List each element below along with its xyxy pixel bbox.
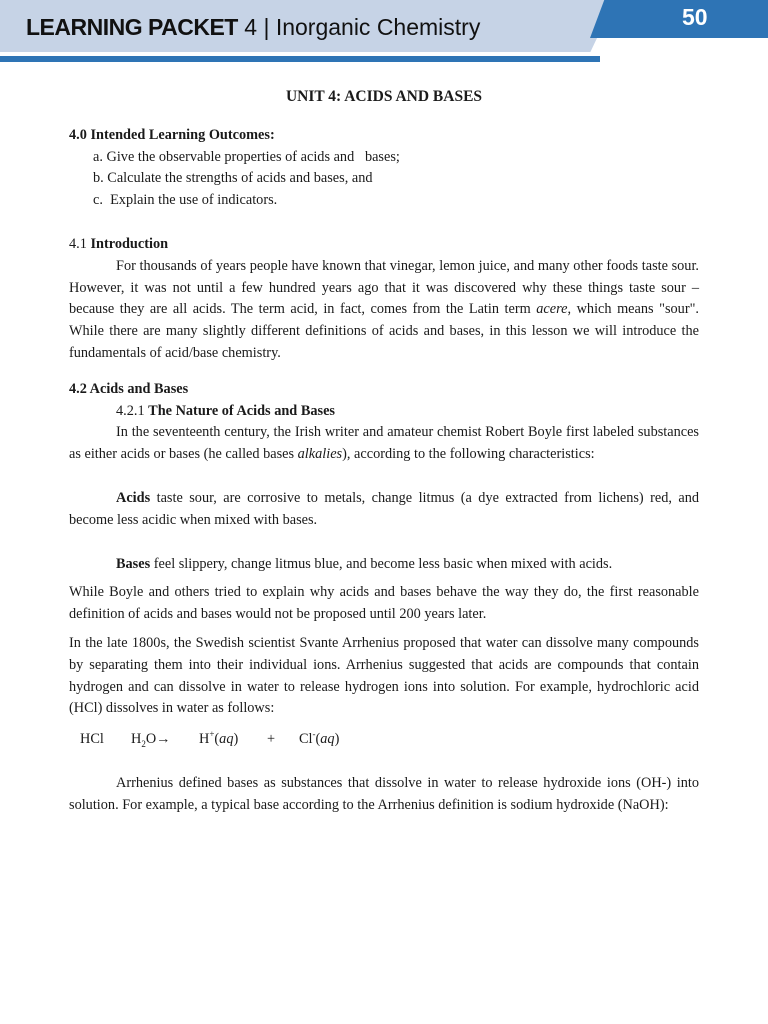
header-separator: | xyxy=(263,14,270,40)
eq-product-chloride: Cl-(aq) xyxy=(299,729,340,748)
boyle-text-end: ), according to the following characteristics: xyxy=(342,446,595,463)
eq-product-hydrogen: H+(aq) xyxy=(199,729,239,748)
intro-title: Introduction xyxy=(90,235,169,252)
packet-label: LEARNING PACKET xyxy=(26,14,238,40)
bases-definition xyxy=(69,554,699,576)
alkalies-term: alkalies xyxy=(297,446,343,463)
acids-term: Acids xyxy=(116,489,151,506)
outcome-item: a. Give the observable properties of acids and bases; xyxy=(93,148,400,165)
arrhenius-paragraph: In the late 1800s, the Swedish scientist Svante Arrhenius proposed that water can dissolve many compounds by separating them into their individual ions. Arrhenius suggested that acids are compounds that contain hydrogen and can dissolve in water to release hydrogen ions into solution. For example, hydrochloric acid (HCl) dissolves in water as follows: xyxy=(69,634,699,717)
intro-text: For thousands of years people have known that vinegar, lemon juice, and many other foods taste sour. However, it was not until a few hundred years ago that it was discovered why these things taste sour – because they are all acids. The term acid, in fact, comes from the Latin term xyxy=(69,257,699,318)
subsection-number: 4.2.1 xyxy=(116,402,145,419)
page-header xyxy=(0,0,768,64)
intro-paragraph xyxy=(69,256,699,365)
header-rule xyxy=(0,56,600,62)
arrhenius-bases-paragraph: Arrhenius defined bases as substances that dissolve in water to release hydroxide ions (OH-) into solution. For example, a typical base according to the Arrhenius definition is sodium hydroxide (NaOH): xyxy=(69,774,699,813)
bases-text: feel slippery, change litmus blue, and become less basic when mixed with acids. xyxy=(150,555,613,572)
outcomes-heading: 4.0 Intended Learning Outcomes: xyxy=(69,126,275,143)
intro-number: 4.1 xyxy=(69,235,87,252)
intro-latin-term: acere xyxy=(536,301,568,318)
subsection-heading xyxy=(116,401,699,423)
outcome-item: b. Calculate the strengths of acids and bases, and xyxy=(93,170,373,187)
hcl-equation xyxy=(80,729,699,751)
packet-number: 4 xyxy=(244,14,258,40)
unit-title: UNIT 4: ACIDS AND BASES xyxy=(285,88,483,105)
intro-text-end: , which means "sour". While there are many slightly different definitions of acids and bases, in this lesson we will introduce the fundamentals of acid/base chemistry. xyxy=(69,301,699,361)
page-number: 50 xyxy=(682,4,708,30)
acids-text: taste sour, are corrosive to metals, change litmus (a dye extracted from lichens) red, and become less acidic when mixed with bases. xyxy=(69,489,699,528)
subject-title: Inorganic Chemistry xyxy=(275,14,481,40)
subsection-title: The Nature of Acids and Bases xyxy=(148,402,335,419)
eq-reactant: HCl xyxy=(80,731,104,748)
outcome-item: c. Explain the use of indicators. xyxy=(93,192,278,209)
boyle-paragraph xyxy=(69,422,699,466)
reaction-arrow: → xyxy=(156,731,171,748)
section-heading: 4.2 Acids and Bases xyxy=(69,380,189,397)
eq-solvent: $H_2O\to$ xyxy=(131,731,171,749)
boyle-text: In the seventeenth century, the Irish writer and amateur chemist Robert Boyle first labeled substances as either acids or bases (he called bases xyxy=(69,424,699,463)
bases-term: Bases xyxy=(116,555,151,572)
acids-definition xyxy=(69,488,699,532)
eq-plus: + xyxy=(267,731,276,748)
boyle-followup-paragraph: While Boyle and others tried to explain why acids and bases behave the way they do, the first reasonable definition of acids and bases would not be proposed until 200 years later. xyxy=(69,584,699,623)
intro-heading xyxy=(69,234,699,256)
page-content xyxy=(69,86,699,817)
page-number-tab xyxy=(590,0,768,38)
header-title xyxy=(26,14,480,41)
